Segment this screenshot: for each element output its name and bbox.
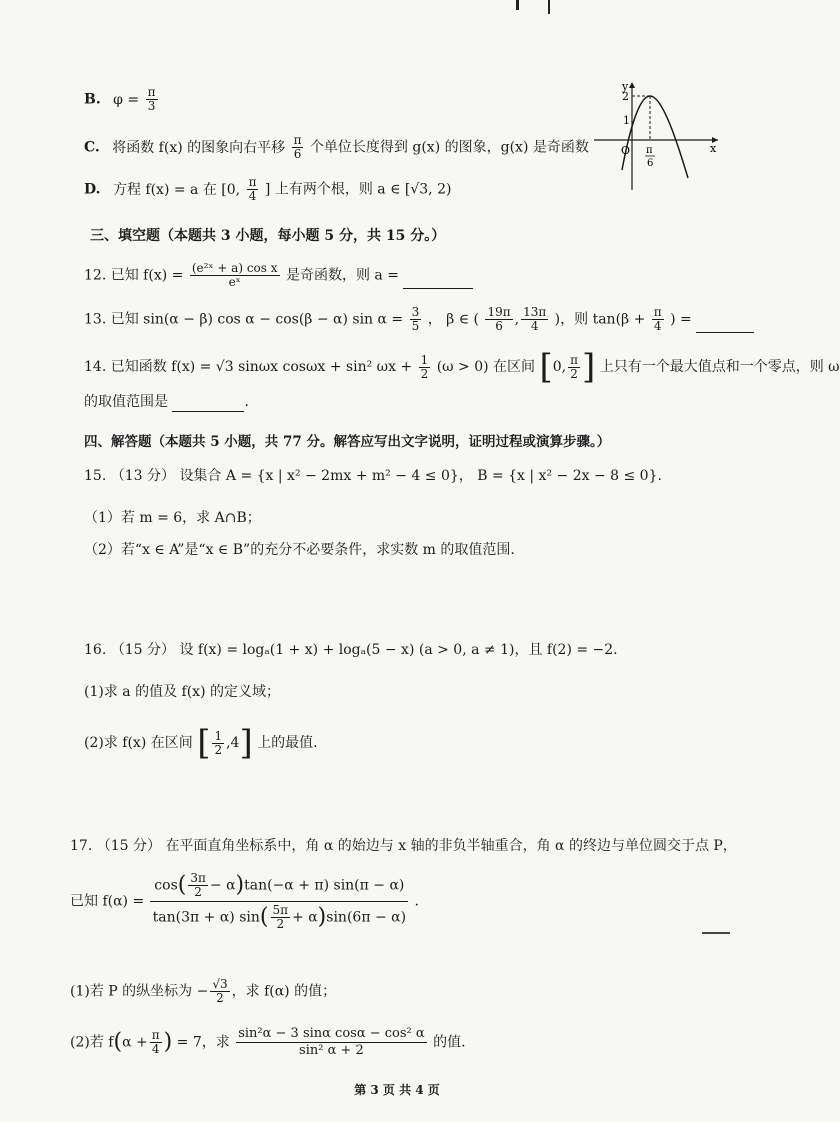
q14-answer-blank[interactable] (172, 397, 244, 412)
frac-num: 13π (523, 305, 547, 319)
q13-answer-blank[interactable] (696, 318, 754, 333)
frac-num: 1 (214, 728, 223, 743)
q13-pre: 已知 sin(α − β) cos α − cos(β − α) sin α = (110, 311, 404, 328)
frac-den: 6 (495, 319, 503, 333)
q14-pre: 已知函数 (110, 359, 167, 375)
section-4-heading: 四、解答题（本题共 5 小题，共 77 分。解答应写出文字说明，证明过程或演算步骤。） (84, 434, 611, 450)
q17-p2-in: α + (122, 1034, 148, 1051)
q17-denominator (149, 902, 410, 931)
question-16-part-2 (84, 723, 318, 763)
q12-fraction (190, 262, 280, 289)
question-14-line2 (84, 392, 249, 412)
frac-den: 2 (214, 742, 223, 757)
q14-period: . (244, 394, 249, 410)
frac-den: 2 (570, 366, 578, 381)
frac-den: 2 (420, 366, 429, 381)
q14-post: 上只有一个最大值点和一个零点，则 ω (599, 359, 840, 375)
q17-p2-pre: (2)若 f (70, 1034, 114, 1051)
option-c (84, 134, 589, 161)
sine-graph (592, 78, 722, 193)
question-17-part-1 (70, 978, 336, 1005)
frac-num: 5π (272, 903, 289, 917)
q17-p2-rparen: ) (163, 1029, 173, 1055)
q14-number: 14. (84, 359, 107, 375)
q12-pre: 已知 (110, 267, 139, 284)
page-footer: 第 3 页 共 4 页 (354, 1083, 440, 1097)
q16-number: 16. (84, 642, 107, 658)
frac-den: 2 (276, 917, 285, 931)
frac-den: 2 (216, 991, 224, 1005)
q17-num-rparen: ) (235, 872, 245, 898)
q17-numerator (150, 872, 408, 902)
frac-den: 4 (151, 1042, 160, 1056)
frac-den: eˣ (228, 275, 241, 289)
frac-num: π (151, 1028, 160, 1042)
q14-fx: f(x) = √3 sinωx cosωx + sin² ωx + (171, 359, 413, 375)
q17-p2-fraction (150, 1029, 162, 1056)
question-16-part-1: (1)求 a 的值及 f(x) 的定义域； (84, 684, 280, 700)
q14-fraction-2 (568, 354, 580, 381)
scan-mark-top-2 (548, 0, 550, 14)
q16-score: （15 分） (110, 642, 175, 658)
graph-x-tick-num: π (646, 145, 653, 156)
option-d-post: ] 上有两个根，则 a ∈ [√3, 2) (264, 181, 452, 198)
option-b-label: B. (84, 91, 101, 108)
q17-text: 在平面直角坐标系中，角 α 的始边与 x 轴的非负半轴重合，角 α 的终边与单位圆交于点 P， (165, 838, 737, 854)
frac-num: sin²α − 3 sinα cosα − cos² α (238, 1026, 425, 1041)
q17-big-fraction (149, 872, 410, 931)
q17-p1-post: ，求 f(α) 的值； (231, 983, 337, 1000)
q17-num-frac (188, 872, 208, 899)
q17-num-alpha: − α (209, 877, 236, 894)
q17-number: 17. (70, 838, 93, 854)
option-b (84, 86, 160, 113)
q16-p2-post: 上的最值. (257, 735, 318, 751)
q17-den-rparen: ) (317, 904, 327, 930)
frac-den: 4 (653, 319, 662, 333)
option-c-label: C. (84, 139, 100, 156)
q16-text: 设 f(x) = logₐ(1 + x) + logₐ(5 − x) (a > 0, a ≠ 1)，且 f(2) = −2. (179, 642, 618, 658)
q12-answer-blank[interactable] (403, 274, 473, 289)
frac-num: 3π (190, 871, 206, 885)
q15-number: 15. (84, 468, 107, 484)
frac-num: π (293, 133, 302, 147)
frac-num: √3 (212, 977, 228, 991)
graph-tick-1: 1 (623, 114, 630, 127)
option-b-lhs: φ = (113, 91, 140, 108)
graph-y-label: y (622, 80, 629, 93)
q13-fraction-2 (485, 306, 512, 333)
q12-fx: f(x) = (143, 267, 184, 284)
q17-p2-mid: = 7，求 (176, 1034, 230, 1051)
option-d-label: D. (84, 181, 101, 198)
q13-number: 13. (84, 311, 107, 328)
q15-text: 设集合 A = {x | x² − 2mx + m² − 4 ≤ 0}， B = {x | x² − 2x − 8 ≤ 0}. (179, 468, 662, 484)
question-15 (84, 466, 662, 486)
scan-mark-top (516, 0, 519, 10)
question-17-given (70, 872, 419, 931)
q13-fraction-1 (410, 306, 422, 333)
graph-y-arrow (629, 82, 635, 88)
q14-left-bracket: [ (539, 347, 553, 387)
question-14 (84, 347, 840, 387)
frac-num: 19π (487, 305, 511, 319)
q16-p2-pre: (2)求 f(x) 在区间 (84, 735, 193, 751)
option-d (84, 176, 451, 203)
q17-p2-big-fraction (236, 1026, 426, 1059)
frac-den: 4 (530, 319, 539, 333)
q17-num-rest: tan(−α + π) sin(π − α) (244, 877, 405, 894)
q14-line2: 的取值范围是 (84, 394, 168, 410)
question-15-part-2: （2）若“x ∈ A”是“x ∈ B”的充分不必要条件，求实数 m 的取值范围. (84, 542, 515, 558)
question-13 (84, 306, 754, 333)
option-b-fraction (146, 86, 158, 113)
q16-fraction (212, 730, 224, 757)
q16-right-bracket: ] (239, 723, 253, 763)
option-d-fraction (247, 176, 259, 203)
frac-den: sin² α + 2 (299, 1043, 364, 1058)
question-12 (84, 262, 473, 289)
q17-given: 已知 f(α) = (70, 893, 145, 910)
q17-p1-fraction (210, 978, 229, 1005)
q16-left-bracket: [ (197, 723, 211, 763)
section-3-heading: 三、填空题（本题共 3 小题，每小题 5 分，共 15 分。） (90, 228, 446, 244)
frac-den: 2 (194, 885, 202, 899)
frac-den: 6 (293, 147, 302, 161)
q17-p2-lparen: ( (113, 1029, 123, 1055)
graph-tick-2: 2 (622, 90, 629, 103)
q17-p1-pre: (1)若 P 的纵坐标为 − (70, 983, 209, 1000)
option-d-pre: 方程 f(x) = a 在 [0, (112, 181, 241, 198)
graph-x-tick-den: 6 (647, 158, 654, 169)
frac-num: 1 (420, 352, 429, 367)
q14-fraction-1 (419, 354, 431, 381)
graph-x-label: x (710, 142, 717, 155)
q17-num-lparen: ( (177, 872, 187, 898)
q14-mid: (ω > 0) 在区间 (436, 359, 536, 375)
q17-given-period: . (414, 893, 419, 910)
graph-origin: O (621, 144, 631, 157)
q17-den-tan: tan(3π + α) sin (152, 909, 260, 926)
q15-score: （13 分） (110, 468, 175, 484)
frac-num: π (147, 85, 156, 99)
q17-den-rest: sin(6π − α) (326, 909, 407, 926)
question-17 (70, 836, 737, 856)
frac-num: π (653, 305, 662, 319)
frac-num: π (248, 175, 257, 189)
frac-den: 5 (411, 319, 420, 333)
q13-mid: ， β ∈ ( (427, 311, 479, 328)
question-16 (84, 640, 618, 660)
q12-number: 12. (84, 267, 107, 284)
question-17-part-2 (70, 1026, 466, 1059)
frac-num: 3 (411, 305, 420, 319)
q14-right-bracket: ] (582, 347, 596, 387)
option-c-pre: 将函数 f(x) 的图象向右平移 (112, 139, 286, 156)
q17-num-cos: cos (154, 877, 178, 894)
q16-p2-mid: ,4 (226, 735, 240, 751)
q13-comma: , (514, 311, 520, 328)
frac-den: 3 (147, 99, 156, 113)
q17-den-frac (271, 904, 291, 931)
q13-fraction-3 (521, 306, 548, 333)
q14-interval-left: 0, (552, 359, 567, 375)
option-c-post: 个单位长度得到 g(x) 的图象，g(x) 是奇函数 (309, 139, 589, 156)
q12-post: 是奇函数，则 a = (285, 267, 399, 284)
frac-den: 4 (248, 189, 257, 203)
scan-mark-right (702, 932, 730, 934)
frac-num: (e²ˣ + a) cos x (191, 261, 278, 275)
q17-den-lparen: ( (259, 904, 269, 930)
question-15-part-1: （1）若 m = 6，求 A∩B； (84, 510, 261, 526)
q13-fraction-4 (652, 306, 664, 333)
q17-den-alpha: + α (292, 909, 318, 926)
q17-score: （15 分） (96, 838, 161, 854)
q17-p2-post: 的值. (433, 1034, 466, 1051)
q13-post: ) = (670, 311, 692, 328)
q13-mid2: )，则 tan(β + (554, 311, 646, 328)
option-c-fraction (292, 134, 304, 161)
frac-num: π (570, 352, 578, 367)
